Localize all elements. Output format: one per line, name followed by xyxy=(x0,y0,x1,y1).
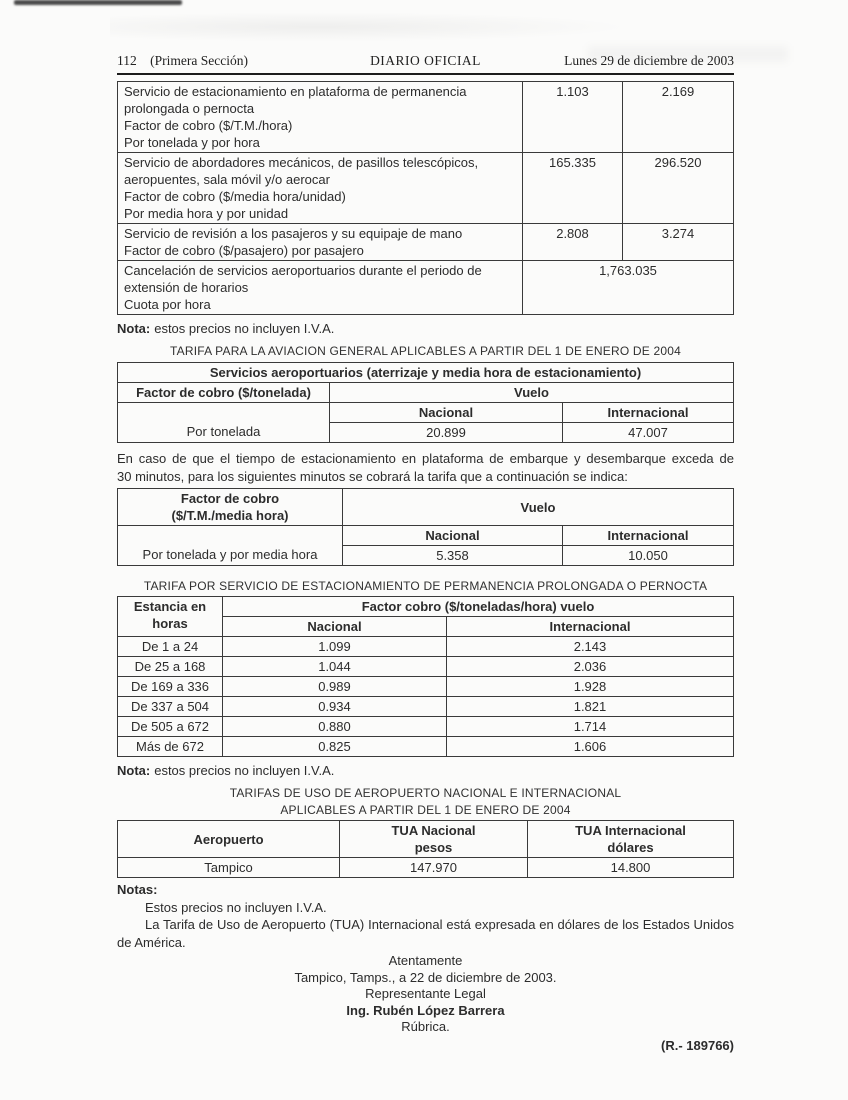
stay-range-cell: De 169 a 336 xyxy=(118,677,223,697)
table-caption-cell: Servicios aeroportuarios (aterrizaje y media hora de estacionamiento) xyxy=(118,363,734,383)
international-value-cell: 10.050 xyxy=(563,546,734,566)
notas-line: La Tarifa de Uso de Aeropuerto (TUA) Internacional está expresada en dólares de los Estados Unidos xyxy=(145,917,734,932)
nota-label: Nota: xyxy=(117,321,151,336)
stay-range-cell: Más de 672 xyxy=(118,737,223,757)
general-aviation-table xyxy=(117,362,734,443)
notas-line: Estos precios no incluyen I.V.A. xyxy=(145,899,327,915)
masthead-left xyxy=(117,53,248,69)
stay-range-cell: De 25 a 168 xyxy=(118,657,223,677)
service-desc-line: aeropuentes, sala móvil y/o aerocar xyxy=(124,172,330,187)
factor-header-line: Factor de cobro xyxy=(180,491,280,506)
airport-name-cell: Tampico xyxy=(118,858,340,878)
service-description-cell xyxy=(118,224,523,261)
estancia-header-cell: Estancia en horas xyxy=(118,597,223,637)
table-row xyxy=(118,383,734,403)
table-row xyxy=(118,363,734,383)
tua-international-header-cell xyxy=(528,821,734,858)
service-desc-line: Cancelación de servicios aeroportuarios durante el periodo de xyxy=(124,263,482,278)
paragraph-line: 30 minutos, para los siguientes minutos se cobrará la tarifa que a continuación se indica: xyxy=(117,469,628,484)
international-value-cell: 47.007 xyxy=(563,423,734,443)
national-rate-cell: 0.880 xyxy=(223,717,447,737)
international-header-cell: Internacional xyxy=(563,403,734,423)
nota-label: Nota: xyxy=(117,763,151,778)
service-desc-line: Servicio de estacionamiento en plataforma de permanencia xyxy=(124,84,467,99)
atentamente-line: Atentamente xyxy=(388,953,463,968)
table-row xyxy=(118,821,734,858)
international-tariff-cell: 296.520 xyxy=(623,153,734,224)
stay-range-cell: De 505 a 672 xyxy=(118,717,223,737)
notas-label: Notas: xyxy=(117,882,158,897)
stay-row xyxy=(118,657,734,677)
scan-artifact xyxy=(110,12,630,42)
page-content xyxy=(117,53,734,1054)
nota-text: estos precios no incluyen I.V.A. xyxy=(154,321,335,336)
tua-national-unit: pesos xyxy=(414,840,453,855)
signatory-name: Ing. Rubén López Barrera xyxy=(346,1002,505,1018)
general-aviation-title: TARIFA PARA LA AVIACION GENERAL APLICABLES A PARTIR DEL 1 DE ENERO DE 2004 xyxy=(169,344,681,358)
masthead xyxy=(117,53,734,75)
tua-title xyxy=(117,785,734,819)
national-rate-cell: 1.099 xyxy=(223,637,447,657)
international-rate-cell: 2.036 xyxy=(447,657,734,677)
tua-international-unit: dólares xyxy=(607,840,654,855)
stay-range-cell: De 1 a 24 xyxy=(118,637,223,657)
stay-row xyxy=(118,697,734,717)
factor-header-cell xyxy=(118,489,343,526)
service-description-cell xyxy=(118,261,523,315)
national-value-cell: 5.358 xyxy=(343,546,563,566)
service-desc-line: Servicio de revisión a los pasajeros y su equipaje de mano xyxy=(124,226,463,241)
factor-header-cell: Factor de cobro ($/tonelada) xyxy=(118,383,330,403)
international-rate-cell: 1.821 xyxy=(447,697,734,717)
national-tariff-cell: 165.335 xyxy=(523,153,623,224)
nota-iva xyxy=(117,762,734,779)
extra-minutes-table xyxy=(117,488,734,566)
stay-row xyxy=(118,637,734,657)
national-rate-cell: 0.989 xyxy=(223,677,447,697)
tua-international-value-cell: 14.800 xyxy=(528,858,734,878)
airport-header-cell: Aeropuerto xyxy=(118,821,340,858)
merged-tariff-cell: 1,763.035 xyxy=(523,261,734,315)
international-rate-cell: 1.714 xyxy=(447,717,734,737)
national-header-cell: Nacional xyxy=(223,617,447,637)
service-desc-line: extensión de horarios xyxy=(124,280,249,295)
international-rate-cell: 1.928 xyxy=(447,677,734,697)
overnight-table xyxy=(117,596,734,757)
tua-national-header-line: TUA Nacional xyxy=(391,823,476,838)
nota-iva xyxy=(117,320,734,337)
tua-title-line2: APLICABLES A PARTIR DEL 1 DE ENERO DE 2004 xyxy=(280,803,571,817)
notas-line: de América. xyxy=(117,934,186,950)
publication-title: DIARIO OFICIAL xyxy=(370,53,481,68)
table-row xyxy=(118,489,734,526)
stay-row xyxy=(118,717,734,737)
tua-national-value-cell: 147.970 xyxy=(340,858,528,878)
table-row xyxy=(118,82,734,153)
national-value-cell: 20.899 xyxy=(330,423,563,443)
international-header-cell: Internacional xyxy=(563,526,734,546)
stay-row xyxy=(118,677,734,697)
service-desc-line: Servicio de abordadores mecánicos, de pasillos telescópicos, xyxy=(124,155,479,170)
table-row xyxy=(118,224,734,261)
tua-international-header-line: TUA Internacional xyxy=(575,823,686,838)
table-row xyxy=(118,858,734,878)
table-row xyxy=(118,597,734,617)
tua-title-line1: TARIFAS DE USO DE AEROPUERTO NACIONAL E INTERNACIONAL xyxy=(229,786,622,800)
overnight-title: TARIFA POR SERVICIO DE ESTACIONAMIENTO DE PERMANENCIA PROLONGADA O PERNOCTA xyxy=(143,579,708,593)
national-header-cell: Nacional xyxy=(330,403,563,423)
factor-header-cell: Factor cobro ($/toneladas/hora) vuelo xyxy=(223,597,734,617)
section-label: (Primera Sección) xyxy=(150,53,248,68)
tua-national-header-cell xyxy=(340,821,528,858)
factor-header-line: ($/T.M./media hora) xyxy=(171,508,289,523)
table-row xyxy=(118,153,734,224)
service-desc-line: Por media hora y por unidad xyxy=(124,206,289,221)
service-desc-line: Cuota por hora xyxy=(124,297,211,312)
international-rate-cell: 2.143 xyxy=(447,637,734,657)
national-rate-cell: 0.825 xyxy=(223,737,447,757)
international-header-cell: Internacional xyxy=(447,617,734,637)
service-desc-line: Por tonelada y por hora xyxy=(124,135,260,150)
airport-services-table xyxy=(117,81,734,315)
service-desc-line: Factor de cobro ($/pasajero) por pasajero xyxy=(124,243,364,258)
national-rate-cell: 0.934 xyxy=(223,697,447,717)
scan-artifact xyxy=(14,0,182,5)
place-date-line: Tampico, Tamps., a 22 de diciembre de 2003. xyxy=(294,969,557,985)
nota-text: estos precios no incluyen I.V.A. xyxy=(154,763,335,778)
closing-block xyxy=(117,953,734,1036)
issue-date: Lunes 29 de diciembre de 2003 xyxy=(564,53,734,68)
table-row xyxy=(118,261,734,315)
vuelo-header-cell: Vuelo xyxy=(343,489,734,526)
registry-number: (R.- 189766) xyxy=(661,1037,734,1053)
national-header-cell: Nacional xyxy=(343,526,563,546)
page-number: 112 xyxy=(117,53,137,68)
service-description-cell xyxy=(118,153,523,224)
international-tariff-cell: 3.274 xyxy=(623,224,734,261)
vuelo-header-cell: Vuelo xyxy=(330,383,734,403)
notes-block xyxy=(117,881,734,951)
international-rate-cell: 1.606 xyxy=(447,737,734,757)
stay-range-cell: De 337 a 504 xyxy=(118,697,223,717)
paragraph-line: En caso de que el tiempo de estacionamiento en plataforma de embarque y desembarque exceda de xyxy=(117,451,734,466)
service-desc-line: prolongada o pernocta xyxy=(124,101,255,116)
tua-table xyxy=(117,820,734,878)
service-desc-line: Factor de cobro ($/T.M./hora) xyxy=(124,118,293,133)
service-description-cell xyxy=(118,82,523,153)
table-row xyxy=(118,403,734,423)
row-label-cell: Por tonelada xyxy=(118,403,330,443)
national-rate-cell: 1.044 xyxy=(223,657,447,677)
rubrica-line: Rúbrica. xyxy=(401,1019,450,1034)
stay-row xyxy=(118,737,734,757)
national-tariff-cell: 1.103 xyxy=(523,82,623,153)
legal-representative-line: Representante Legal xyxy=(365,986,486,1001)
national-tariff-cell: 2.808 xyxy=(523,224,623,261)
table-row xyxy=(118,526,734,546)
international-tariff-cell: 2.169 xyxy=(623,82,734,153)
parking-paragraph xyxy=(117,450,734,486)
service-desc-line: Factor de cobro ($/media hora/unidad) xyxy=(124,189,346,204)
row-label-cell: Por tonelada y por media hora xyxy=(118,526,343,566)
